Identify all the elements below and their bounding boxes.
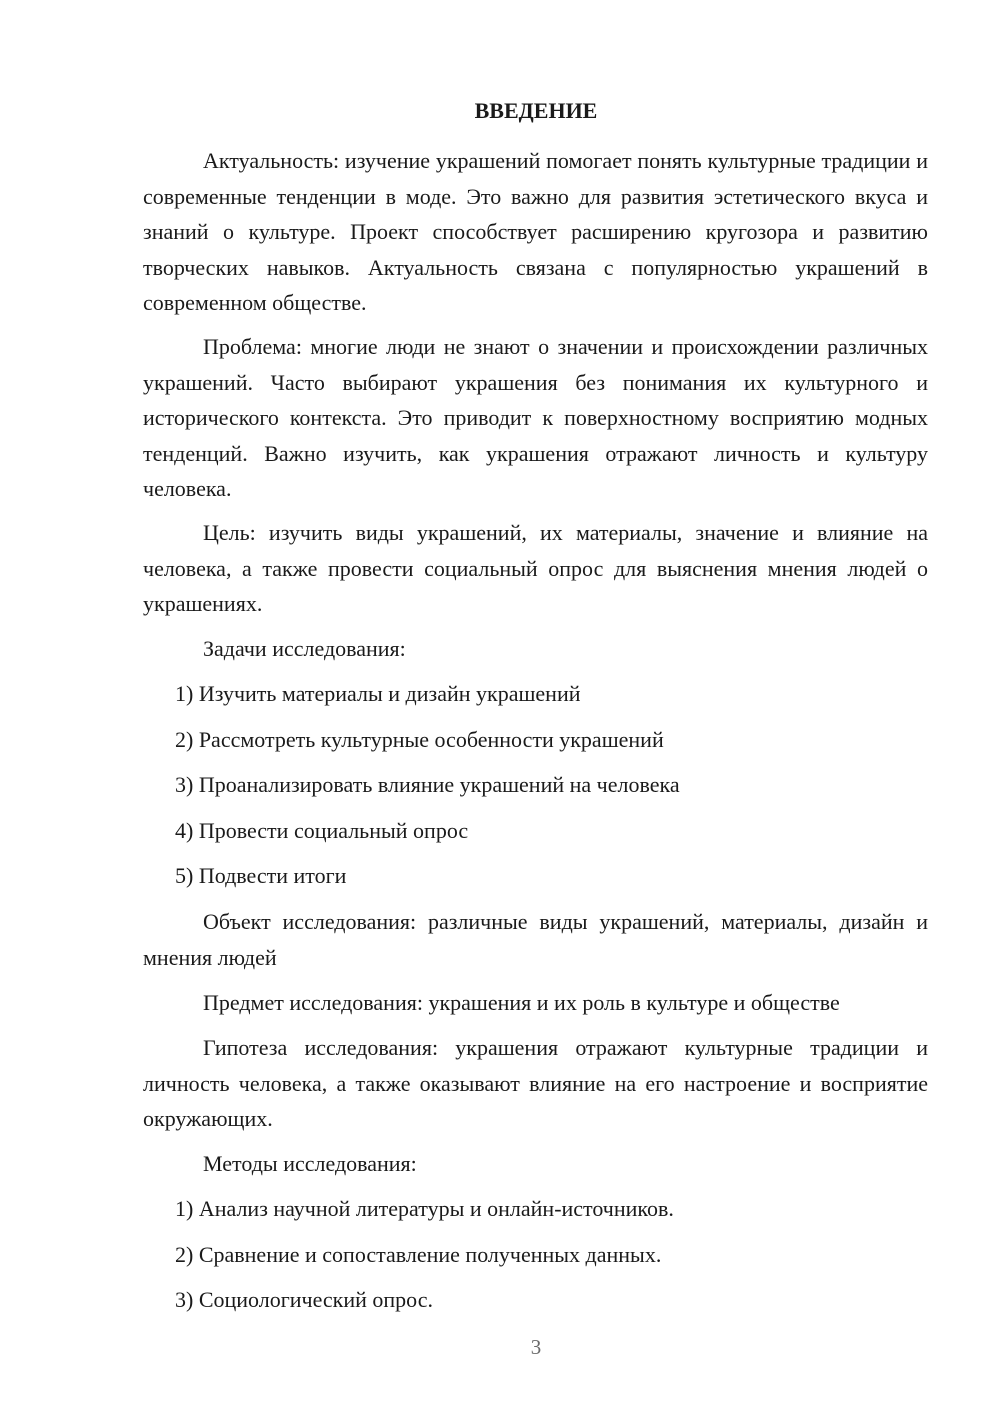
goal-paragraph: Цель: изучить виды украшений, их материалы, значение и влияние на человека, а также провести социальный опрос для выяснения мнения людей о украшениях. (143, 520, 928, 616)
section-title: ВВЕДЕНИЕ (474, 98, 598, 123)
hypothesis-paragraph: Гипотеза исследования: украшения отражают культурные традиции и личность человека, а также оказывают влияние на его настроение и восприятие окружающих. (143, 1035, 928, 1131)
task-item: 5) Подвести итоги (175, 863, 347, 888)
page-number: 3 (530, 1335, 542, 1359)
task-item: 1) Изучить материалы и дизайн украшений (175, 681, 581, 706)
object-paragraph: Объект исследования: различные виды украшений, материалы, дизайн и мнения людей (143, 909, 928, 970)
methods-heading: Методы исследования: (203, 1151, 417, 1176)
task-item: 2) Рассмотреть культурные особенности украшений (175, 727, 664, 752)
task-item: 4) Провести социальный опрос (175, 818, 469, 843)
tasks-heading: Задачи исследования: (203, 636, 406, 661)
subject-paragraph: Предмет исследования: украшения и их роль в культуре и обществе (203, 990, 840, 1015)
method-item: 3) Социологический опрос. (175, 1287, 433, 1312)
relevance-paragraph: Актуальность: изучение украшений помогает понять культурные традиции и современные тенденции в моде. Это важно для развития эстетического вкуса и знаний о культуре. Проект способствует расширению кругозора и развитию творческих навыков. Актуальность связана с популярностью украшений в современном обществе. (143, 148, 928, 315)
problem-paragraph: Проблема: многие люди не знают о значении и происхождении различных украшений. Часто выбирают украшения без понимания их культурного и исторического контекста. Это приводит к поверхностному восприятию модных тенденций. Важно изучить, как украшения отражают личность и культуру человека. (143, 334, 928, 501)
method-item: 2) Сравнение и сопоставление полученных данных. (175, 1242, 662, 1267)
task-item: 3) Проанализировать влияние украшений на человека (175, 772, 680, 797)
method-item: 1) Анализ научной литературы и онлайн-источников. (175, 1196, 674, 1221)
